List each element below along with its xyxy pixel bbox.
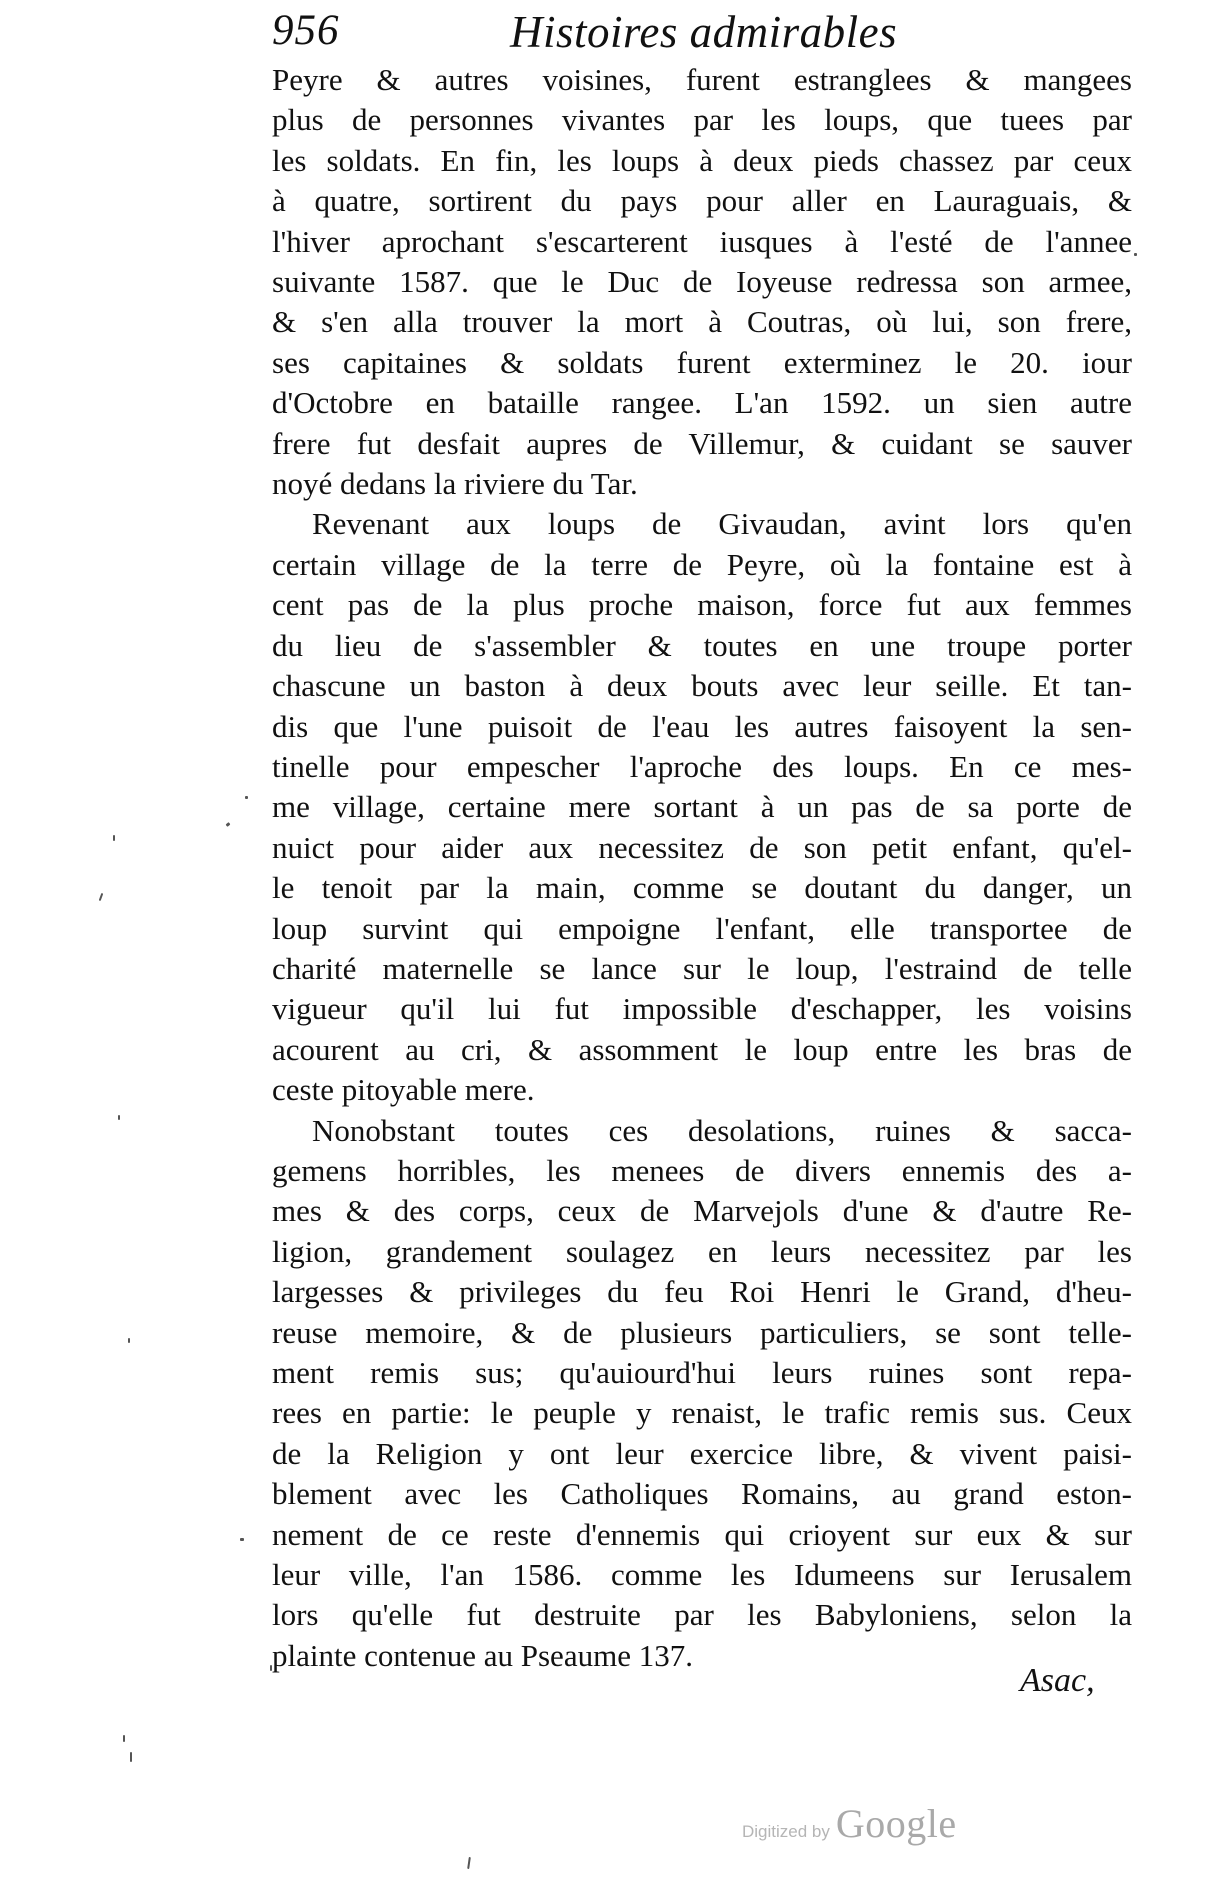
- text-line: du lieu de s'assembler & toutes en une troupe porter: [272, 627, 1132, 663]
- paragraph: [272, 1111, 1132, 1677]
- text-line: dis que l'une puisoit de l'eau les autres faisoyent la sen-: [272, 708, 1132, 744]
- scan-speck: [226, 822, 231, 827]
- scan-speck: [130, 1752, 132, 1762]
- text-line: vigueur qu'il lui fut impossible d'eschapper, les voisins: [272, 991, 1132, 1027]
- text-line: d'Octobre en bataille rangee. L'an 1592. un sien autre: [272, 385, 1132, 421]
- scan-speck: [1134, 253, 1137, 256]
- text-line: mes & des corps, ceux de Marvejols d'une & d'autre Re-: [272, 1193, 1132, 1229]
- text-line: chascune un baston à deux bouts avec leur seille. Et tan-: [272, 668, 1132, 704]
- running-head: [272, 6, 1012, 62]
- text-line: ligion, grandement soulagez en leurs necessitez par les: [272, 1233, 1132, 1269]
- text-line: plus de personnes vivantes par les loups, que tuees par: [272, 102, 1132, 138]
- text-line: charité maternelle se lance sur le loup, l'estraind de telle: [272, 950, 1132, 986]
- scan-speck: [123, 1735, 125, 1742]
- text-line: le tenoit par la main, comme se doutant du danger, un: [272, 870, 1132, 906]
- body-text: [272, 60, 1132, 1676]
- text-line: Revenant aux loups de Givaudan, avint lors qu'en: [312, 506, 1132, 542]
- text-line: nement de ce reste d'ennemis qui crioyent sur eux & sur: [272, 1516, 1132, 1552]
- scan-speck: [118, 1115, 120, 1120]
- text-line: ses capitaines & soldats furent exterminez le 20. iour: [272, 344, 1132, 380]
- text-line: acourent au cri, & assomment le loup entre les bras de: [272, 1031, 1132, 1067]
- text-line: de la Religion y ont leur exercice libre, & vivent paisi-: [272, 1435, 1132, 1471]
- scan-speck: [467, 1857, 471, 1869]
- scan-speck: [128, 1338, 130, 1343]
- text-line: gemens horribles, les menees de divers ennemis des a-: [272, 1152, 1132, 1188]
- text-line: nuict pour aider aux necessitez de son petit enfant, qu'el-: [272, 829, 1132, 865]
- paragraph: [272, 60, 1132, 504]
- text-line: loup survint qui empoigne l'enfant, elle transportee de: [272, 910, 1132, 946]
- page-number: 956: [272, 7, 340, 54]
- paragraph: [272, 504, 1132, 1110]
- scan-speck: [245, 796, 248, 799]
- scan-speck: [113, 835, 115, 841]
- text-line: certain village de la terre de Peyre, où la fontaine est à: [272, 546, 1132, 582]
- text-line: à quatre, sortirent du pays pour aller en Lauraguais, &: [272, 183, 1132, 219]
- text-line: me village, certaine mere sortant à un pas de sa porte de: [272, 789, 1132, 825]
- text-line: rees en partie: le peuple y renaist, le trafic remis sus. Ceux: [272, 1395, 1132, 1431]
- text-line: lors qu'elle fut destruite par les Babyloniens, selon la: [272, 1597, 1132, 1633]
- text-line: frere fut desfait aupres de Villemur, & cuidant se sauver: [272, 425, 1132, 461]
- text-line: l'hiver aprochant s'escarterent iusques à l'esté de l'annee: [272, 223, 1132, 259]
- text-line: les soldats. En fin, les loups à deux pieds chassez par ceux: [272, 142, 1132, 178]
- google-logo: Google: [835, 1801, 957, 1846]
- text-line: suivante 1587. que le Duc de Ioyeuse redressa son armee,: [272, 264, 1132, 300]
- text-line: reuse memoire, & de plusieurs particuliers, se sont telle-: [272, 1314, 1132, 1350]
- scan-speck: [270, 1665, 272, 1671]
- text-line: Peyre & autres voisines, furent estranglees & mangees: [272, 62, 1132, 97]
- text-line: blement avec les Catholiques Romains, au grand eston-: [272, 1476, 1132, 1512]
- text-line: plainte contenue au Pseaume 137.: [272, 1637, 693, 1673]
- digitized-by-watermark: [742, 1800, 957, 1860]
- text-line: noyé dedans la riviere du Tar.: [272, 466, 638, 502]
- digitized-by-label: Digitized by: [742, 1822, 830, 1841]
- text-line: & s'en alla trouver la mort à Coutras, où lui, son frere,: [272, 304, 1132, 340]
- text-line: leur ville, l'an 1586. comme les Idumeens sur Ierusalem: [272, 1557, 1132, 1593]
- scan-speck: [99, 893, 104, 901]
- text-line: ment remis sus; qu'auiourd'hui leurs ruines sont repa-: [272, 1355, 1132, 1390]
- running-title: Histoires admirables: [510, 7, 898, 57]
- catchword: Asac,: [1020, 1662, 1095, 1699]
- text-line: tinelle pour empescher l'aproche des loups. En ce mes-: [272, 748, 1132, 784]
- text-line: largesses & privileges du feu Roi Henri le Grand, d'heu-: [272, 1274, 1132, 1310]
- text-line: Nonobstant toutes ces desolations, ruines & sacca-: [312, 1112, 1132, 1148]
- scan-speck: [240, 1538, 244, 1541]
- text-line: ceste pitoyable mere.: [272, 1072, 535, 1108]
- text-line: cent pas de la plus proche maison, force fut aux femmes: [272, 587, 1132, 623]
